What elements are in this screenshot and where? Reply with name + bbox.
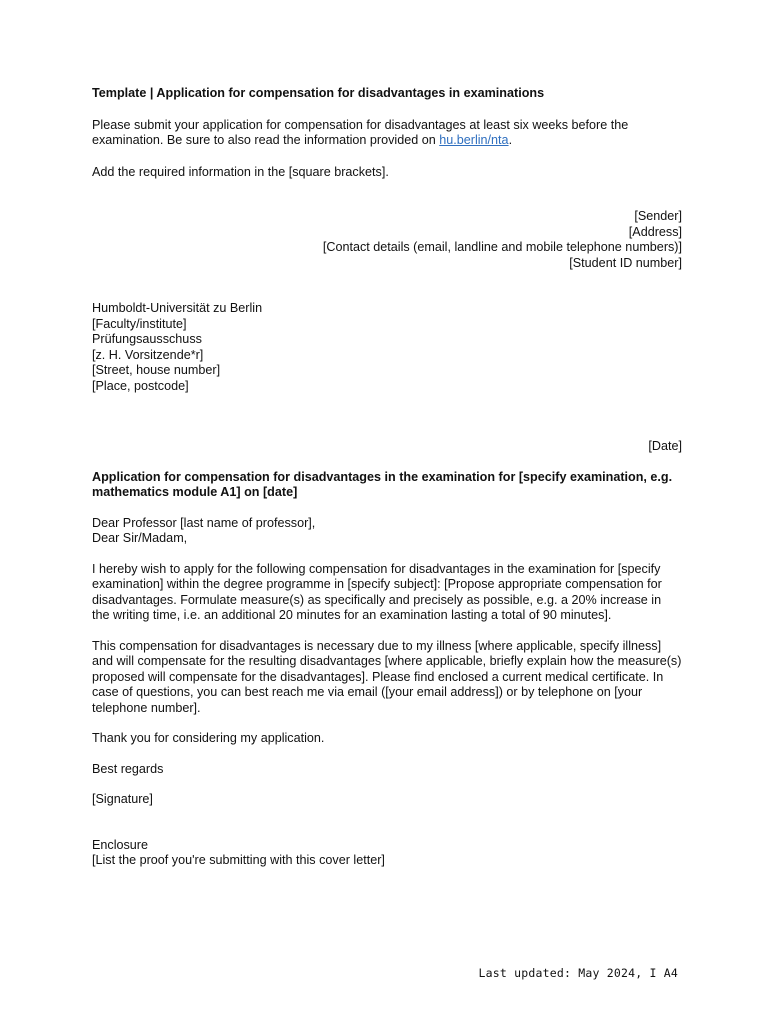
sender-name: [Sender] <box>634 209 682 223</box>
enclosure-text: [List the proof you're submitting with this cover letter] <box>92 853 385 867</box>
recipient-university: Humboldt-Universität zu Berlin <box>92 301 263 315</box>
last-updated-footer: Last updated: May 2024, I A4 <box>478 966 678 980</box>
instruction-text: Add the required information in the [square brackets]. <box>92 164 389 179</box>
sender-address: [Address] <box>628 224 682 239</box>
info-link[interactable]: hu.berlin/nta <box>439 133 509 147</box>
enclosure-label: Enclosure <box>92 837 149 852</box>
recipient-block <box>92 301 682 394</box>
enclosure-block <box>92 838 682 869</box>
salutation <box>92 516 682 547</box>
thanks-text: Thank you for considering my application. <box>92 731 325 745</box>
sender-contact: [Contact details (email, landline and mobile telephone numbers)] <box>322 240 682 254</box>
recipient-committee: Prüfungsausschuss <box>92 332 202 346</box>
recipient-place: [Place, postcode] <box>92 378 189 393</box>
intro-end: . <box>508 133 513 147</box>
sender-block <box>92 209 682 271</box>
letter-subject: Application for compensation for disadvantages in the examination for [specify examination, e.g. mathematics module A1] on [date] <box>92 469 673 499</box>
intro-paragraph <box>92 118 682 149</box>
intro-text: Please submit your application for compensation for disadvantages at least six weeks before the examination. Be sure to also read the information provided on <box>92 117 629 147</box>
salutation-general: Dear Sir/Madam, <box>92 531 188 545</box>
body-paragraph-1: I hereby wish to apply for the following compensation for disadvantages in the examination for [specify examination] within the degree programme in [specify subject]: [Propose appropriate compensation for disadvantages. Formulate measure(s) as specifically and precisely as possible, e.g. a 20% increase in the writing time, i.e. an additional 20 minutes for an examination lasting a total of 90 minutes]. <box>92 561 662 622</box>
salutation-professor: Dear Professor [last name of professor], <box>92 515 316 530</box>
recipient-faculty: [Faculty/institute] <box>92 316 187 331</box>
signature-placeholder: [Signature] <box>92 792 153 806</box>
recipient-street: [Street, house number] <box>92 363 221 377</box>
document-title: Template | Application for compensation for disadvantages in examinations <box>92 86 545 100</box>
closing-text: Best regards <box>92 761 164 776</box>
body-paragraph-2: This compensation for disadvantages is necessary due to my illness [where applicable, specify illness] and will compensate for the resulting disadvantages [where applicable, briefly explain how the measure(s) proposed will compensate for the disadvantages]. Please find enclosed a current medical certificate. In case of questions, you can best reach me via email ([your email address]) or by telephone on [your telephone number]. <box>92 638 682 715</box>
recipient-chair: [z. H. Vorsitzende*r] <box>92 347 204 362</box>
letter-date: [Date] <box>648 439 682 453</box>
letter-template <box>92 86 682 869</box>
sender-student-id: [Student ID number] <box>569 255 682 270</box>
